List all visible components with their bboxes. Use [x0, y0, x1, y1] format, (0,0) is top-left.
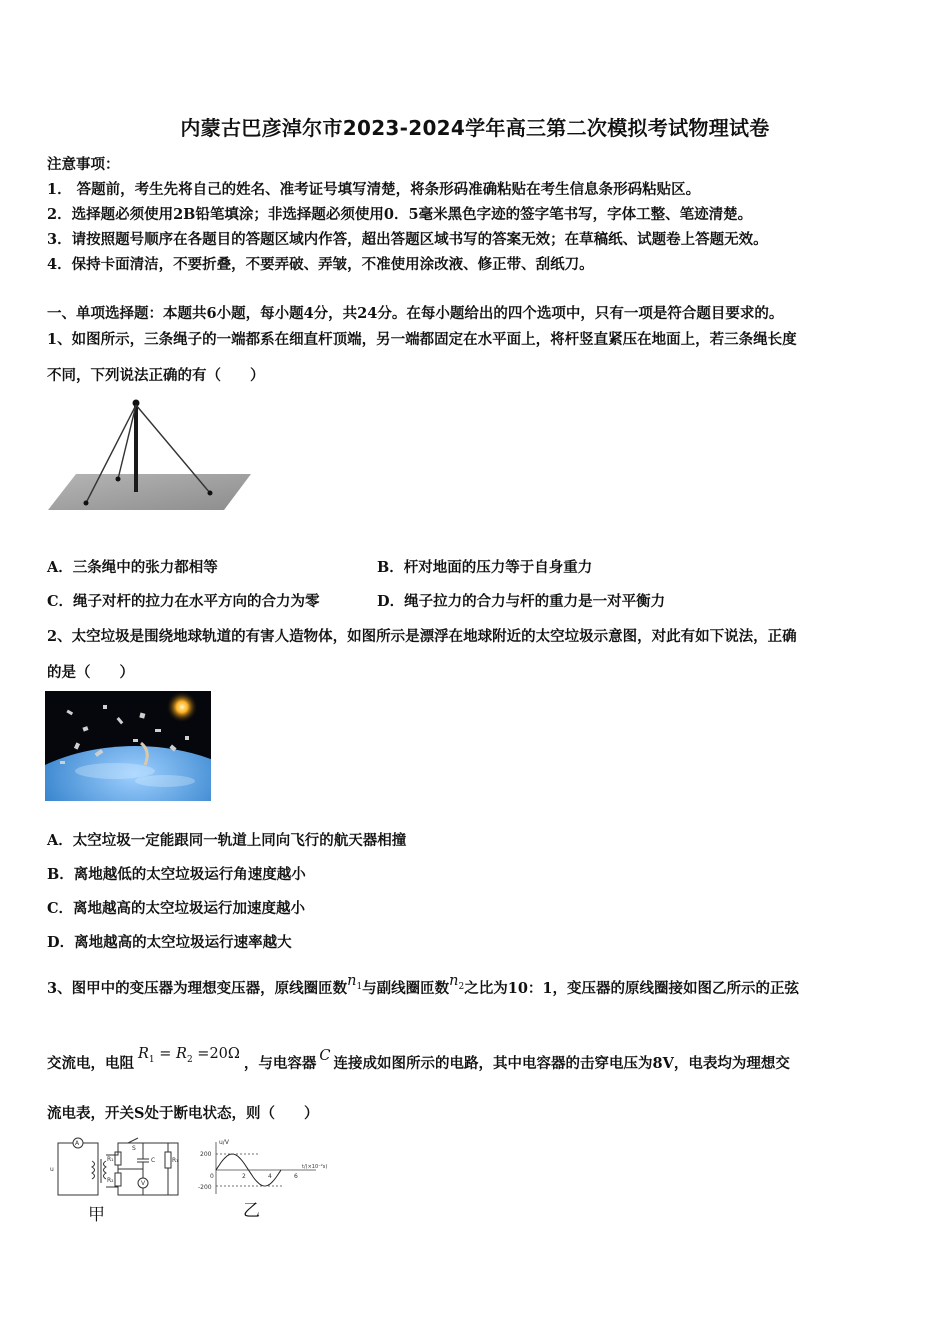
svg-text:C: C [151, 1157, 156, 1164]
svg-text:6: 6 [294, 1173, 298, 1180]
sun [166, 691, 198, 723]
resistor-r3 [165, 1152, 171, 1168]
notice-item-4: 4．保持卡面清洁，不要折叠，不要弄破、弄皱，不准使用涂改液、修正带、刮纸刀。 [47, 256, 594, 273]
section-heading: 一、单项选择题：本题共6小题，每小题4分，共24分。在每小题给出的四个选项中，只有一项是符合题目要求的。 [47, 305, 784, 322]
svg-text:t/(×10⁻²s): t/(×10⁻²s) [302, 1164, 328, 1170]
q2-stem-line2: 的是（ ） [47, 664, 134, 681]
q2-stem-line1: 2、太空垃圾是围绕地球轨道的有害人造物体，如图所示是漂浮在地球附近的太空垃圾示意图，对此有如下说法，正确 [47, 628, 797, 645]
svg-text:V: V [141, 1180, 146, 1187]
q1-figure-pole-ropes [46, 395, 254, 515]
page-title: 内蒙古巴彦淖尔市2023-2024学年高三第二次模拟考试物理试卷 [180, 116, 770, 140]
symbol-n1: $n_1$ [347, 973, 363, 992]
q1-option-b: B．杆对地面的压力等于自身重力 [377, 559, 593, 576]
notice-heading: 注意事项： [47, 156, 120, 173]
svg-text:200: 200 [200, 1151, 212, 1158]
svg-text:R₁: R₁ [107, 1156, 114, 1163]
q3-stem-line3: 流电表，开关S处于断电状态，则（ ） [47, 1105, 319, 1122]
primary-coil [92, 1161, 95, 1179]
symbol-c: C [319, 1048, 331, 1064]
switch-s [128, 1138, 138, 1143]
svg-text:4: 4 [268, 1173, 272, 1180]
figure-label-jia: 甲 [88, 1205, 105, 1225]
notice-item-2: 2．选择题必须使用2B铅笔填涂；非选择题必须使用0．5毫米黑色字迹的签字笔书写，字体工整、笔迹清楚。 [47, 206, 753, 223]
svg-text:-200: -200 [198, 1184, 212, 1191]
figure-label-yi: 乙 [243, 1201, 260, 1221]
q1-option-a: A．三条绳中的张力都相等 [47, 559, 218, 576]
q2-option-c: C．离地越高的太空垃圾运行加速度越小 [47, 900, 306, 917]
ground-plane [48, 474, 251, 510]
resistor-r2 [115, 1173, 121, 1186]
svg-text:R₂: R₂ [107, 1177, 114, 1184]
q1-stem-line2: 不同，下列说法正确的有（ ） [47, 367, 265, 384]
equation-r1-r2: $R_1 = R_2 =20\Omega$ [138, 1046, 240, 1065]
secondary-coil [104, 1161, 107, 1179]
svg-text:A: A [75, 1140, 80, 1147]
q2-figure-space-debris [45, 691, 211, 801]
svg-text:S: S [132, 1145, 136, 1152]
svg-text:u/V: u/V [219, 1139, 229, 1146]
q3-figure-circuit [48, 1137, 188, 1199]
notice-item-1: 1． 答题前，考生先将自己的姓名、准考证号填写清楚，将条形码准确粘贴在考生信息条形码粘贴区。 [47, 181, 701, 198]
q1-option-d: D．绳子拉力的合力与杆的重力是一对平衡力 [377, 593, 666, 610]
q3-stem-line1: 3、图甲中的变压器为理想变压器，原线圈匝数$n_1$与副线圈匝数$n_2$之比为10：1，变压器的原线圈接如图乙所示的正弦 [47, 973, 800, 997]
q2-option-a: A．太空垃圾一定能跟同一轨道上同向飞行的航天器相撞 [47, 832, 407, 849]
q1-stem-line1: 1、如图所示，三条绳子的一端都系在细直杆顶端，另一端都固定在水平面上，将杆竖直紧压在地面上，若三条绳长度 [47, 331, 797, 348]
svg-text:2: 2 [242, 1173, 246, 1180]
q2-option-d: D．离地越高的太空垃圾运行速率越大 [47, 934, 292, 951]
q2-option-b: B．离地越低的太空垃圾运行角速度越小 [47, 866, 306, 883]
notice-item-3: 3．请按照题号顺序在各题目的答题区域内作答，超出答题区域书写的答案无效；在草稿纸、试题卷上答题无效。 [47, 231, 768, 248]
symbol-n2: $n_2$ [449, 973, 465, 992]
q1-option-c: C．绳子对杆的拉力在水平方向的合力为零 [47, 593, 320, 610]
rope-2 [118, 405, 136, 479]
svg-text:R₁: R₁ [172, 1157, 179, 1164]
q3-stem-line2: 交流电，电阻$R_1 = R_2 =20\Omega$，与电容器 C 连接成如图所示的电路，其中电容器的击穿电压为8V，电表均为理想交 [47, 1046, 790, 1072]
svg-text:0: 0 [210, 1173, 214, 1180]
q3-figure-voltage-graph [198, 1138, 340, 1196]
svg-text:u: u [50, 1166, 54, 1173]
